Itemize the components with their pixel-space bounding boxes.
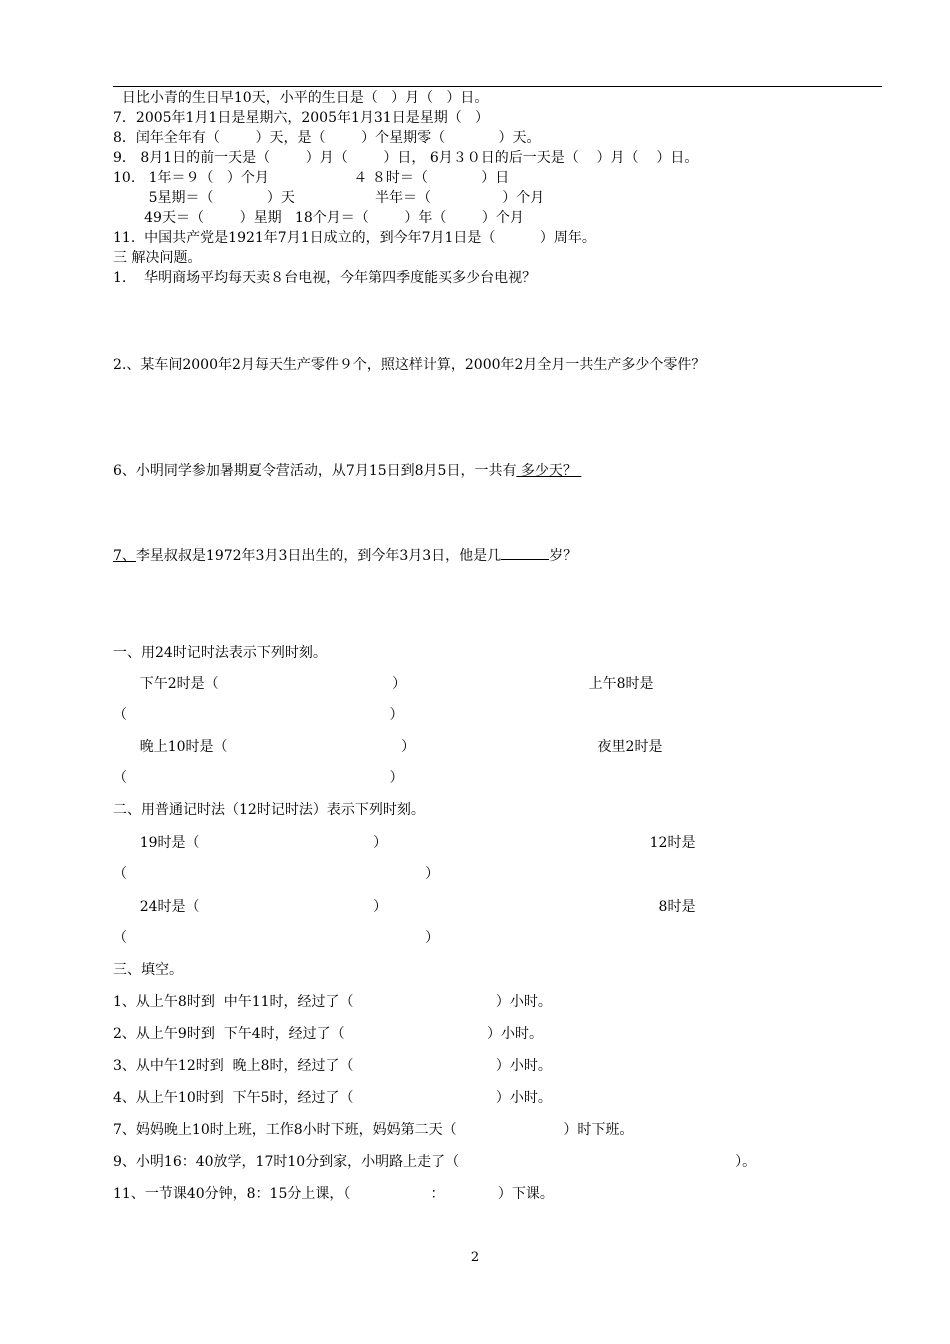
fill-7: 7、妈妈晚上10时上班，工作8小时下班，妈妈第二天（ ）时下班。 <box>113 1122 634 1138</box>
section-1-title: 一、用24时记时法表示下列时刻。 <box>113 645 327 661</box>
fill-1: 1、从上午8时到 中午11时，经过了（ ）小时。 <box>113 994 552 1010</box>
section-3b-title: 三、填空。 <box>113 962 183 978</box>
fill-4: 4、从上午10时到 下午5时，经过了（ ）小时。 <box>113 1090 552 1106</box>
fill-2: 2、从上午9时到 下午4时，经过了（ ）小时。 <box>113 1026 544 1042</box>
page-number: 2 <box>470 1250 480 1265</box>
section-3-title: 三 解决问题。 <box>113 250 202 266</box>
fill-9: 9、小明16：40放学，17时10分到家，小明路上走了（ ）。 <box>113 1154 757 1170</box>
problem-6-text: 6、小明同学参加暑期夏令营活动，从7月15日到8月5日，一共有 <box>113 463 517 479</box>
question-10-line-1: 10. 1年＝９（ ）个月 ４ ８时＝（ ）日 <box>113 170 510 186</box>
section-2-row-b: 24时是（ ） 8时是 <box>113 899 696 915</box>
problem-6-underlined: 多少天？ <box>516 463 582 479</box>
question-10-line-3: 49天＝（ ）星期 18个月＝（ ）年（ ）个月 <box>113 210 524 226</box>
problem-7-number: 7、 <box>113 548 136 564</box>
problem-2: 2.、某车间2000年2月每天生产零件９个，照这样计算，2000年2月全月一共生产多少个零件？ <box>113 357 706 373</box>
problem-1: 1. 华明商场平均每天卖８台电视，今年第四季度能买多少台电视？ <box>113 270 537 286</box>
section-2-row-a-cont: （ ） <box>113 866 440 882</box>
section-1-row-b: 晚上10时是（ ） 夜里2时是 <box>113 739 663 755</box>
birthday-line: 日比小青的生日早10天，小平的生日是（ ）月（ ）日。 <box>113 90 489 106</box>
section-1-row-a: 下午2时是（ ） 上午8时是 <box>113 676 654 692</box>
question-8: 8．闰年全年有（ ）天，是（ ）个星期零（ ）天。 <box>113 130 541 146</box>
question-9: 9． 8月1日的前一天是（ ）月（ ）日， 6月３０日的后一天是（ ）月（ ）日。 <box>113 150 699 166</box>
section-1-row-a-cont: （ ） <box>113 707 404 723</box>
question-10-line-2: 5星期＝（ ）天 半年＝（ ）个月 <box>113 190 545 206</box>
problem-7-blank[interactable] <box>501 545 549 560</box>
question-7: 7．2005年1月1日是星期六，2005年1月31日是星期（ ） <box>113 110 490 126</box>
problem-7 <box>113 545 577 565</box>
fill-3: 3、从中午12时到 晚上8时，经过了（ ）小时。 <box>113 1058 552 1074</box>
section-2-title: 二、用普通记时法（12时记时法）表示下列时刻。 <box>113 802 425 818</box>
problem-6 <box>113 462 581 480</box>
section-1-row-b-cont: （ ） <box>113 770 404 786</box>
problem-7-text: 李星叔叔是1972年3月3日出生的，到今年3月3日，他是几 <box>135 548 502 564</box>
section-2-row-b-cont: （ ） <box>113 930 440 946</box>
question-11: 11. 中国共产党是1921年7月1日成立的，到今年7月1日是（ ）周年。 <box>113 230 596 246</box>
section-2-row-a: 19时是（ ） 12时是 <box>113 835 696 851</box>
fill-11: 11、一节课40分钟，8：15分上课，（ ： ）下课。 <box>113 1186 554 1202</box>
header-rule <box>113 86 882 87</box>
problem-7-suffix: 岁？ <box>549 548 578 564</box>
